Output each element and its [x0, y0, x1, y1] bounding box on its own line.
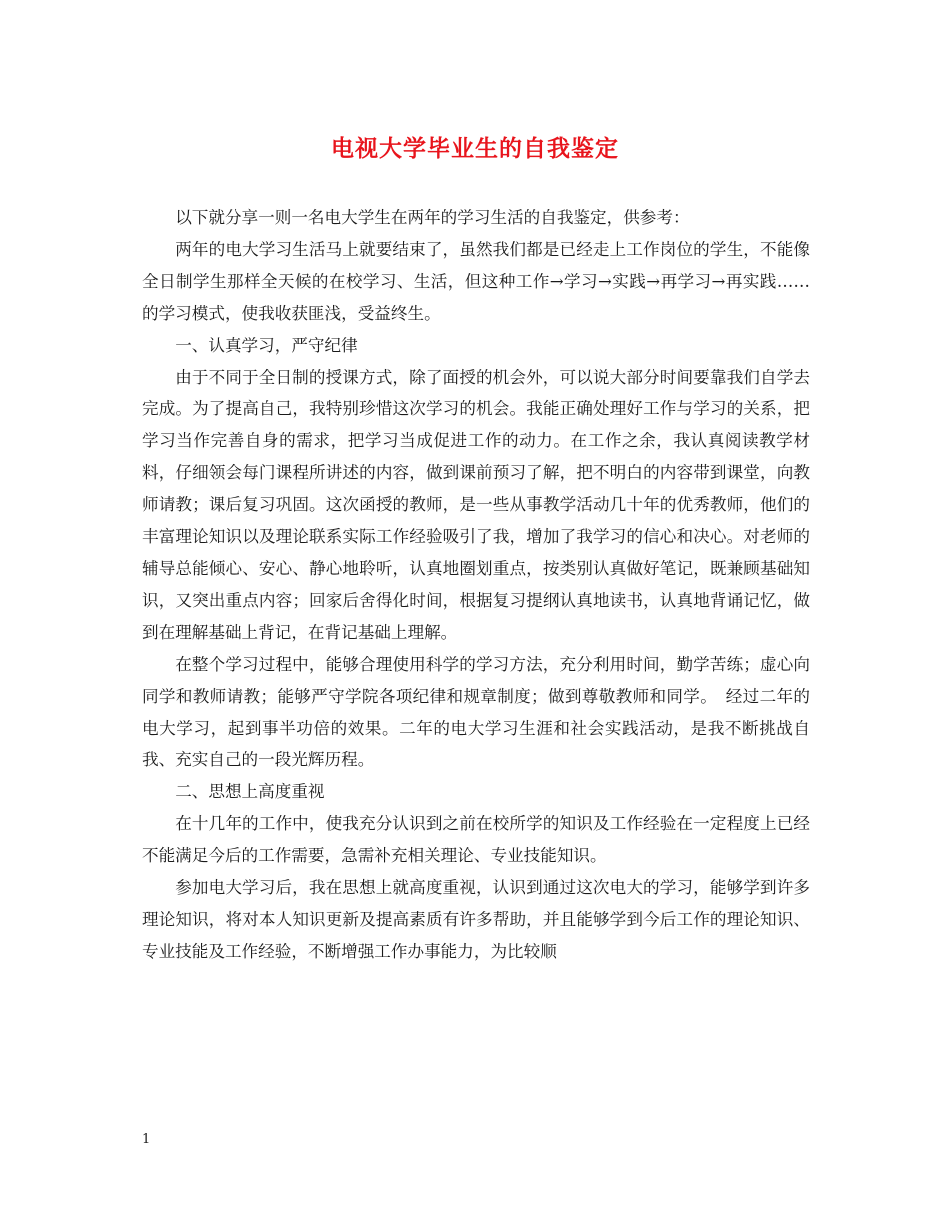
- document-body: [142, 202, 810, 968]
- paragraph-study-method: 由于不同于全日制的授课方式，除了面授的机会外，可以说大部分时间要靠我们自学去完成。为了提高自己，我特别珍惜这次学习的机会。我能正确处理好工作与学习的关系，把学习当作完善自身的需求，把学习当成促进工作的动力。在工作之余，我认真阅读教学材料，仔细领会每门课程所讲述的内容，做到课前预习了解，把不明白的内容带到课堂，向教师请教；课后复习巩固。这次函授的教师，是一些从事教学活动几十年的优秀教师，他们的丰富理论知识以及理论联系实际工作经验吸引了我，增加了我学习的信心和决心。对老师的辅导总能倾心、安心、静心地聆听，认真地圈划重点，按类别认真做好笔记，既兼顾基础知识，又突出重点内容；回家后舍得化时间，根据复习提纲认真地读书，认真地背诵记忆，做到在理解基础上背记，在背记基础上理解。: [142, 367, 810, 642]
- paragraph-overview: 两年的电大学习生活马上就要结束了，虽然我们都是已经走上工作岗位的学生，不能像全日制学生那样全天候的在校学习、生活，但这种工作→学习→实践→再学习→再实践……的学习模式，使我收获匪浅，受益终生。: [142, 239, 810, 323]
- page-number: 1: [142, 1132, 151, 1147]
- paragraph-attitude: 参加电大学习后，我在思想上就高度重视，认识到通过这次电大的学习，能够学到许多理论知识，将对本人知识更新及提高素质有许多帮助，并且能够学到今后工作的理论知识、专业技能及工作经验，不断增强工作办事能力，为比较顺: [142, 878, 810, 961]
- document-title: 电视大学毕业生的自我鉴定: [331, 135, 619, 162]
- paragraph-work-experience: 在十几年的工作中，使我充分认识到之前在校所学的知识及工作经验在一定程度上已经不能满足今后的工作需要，急需补充相关理论、专业技能知识。: [142, 814, 810, 866]
- section-heading-1: 一、认真学习，严守纪律: [175, 335, 358, 355]
- section-heading-2: 二、思想上高度重视: [175, 782, 325, 802]
- paragraph-study-process: 在整个学习过程中，能够合理使用科学的学习方法，充分利用时间，勤学苦练；虚心向同学和教师请教；能够严守学院各项纪律和规章制度；做到尊敬教师和同学。 经过二年的电大学习，起到事半功倍的效果。二年的电大学习生涯和社会实践活动，是我不断挑战自我、充实自己的一段光辉历程。: [142, 654, 810, 770]
- paragraph-intro: 以下就分享一则一名电大学生在两年的学习生活的自我鉴定，供参考：: [175, 208, 690, 227]
